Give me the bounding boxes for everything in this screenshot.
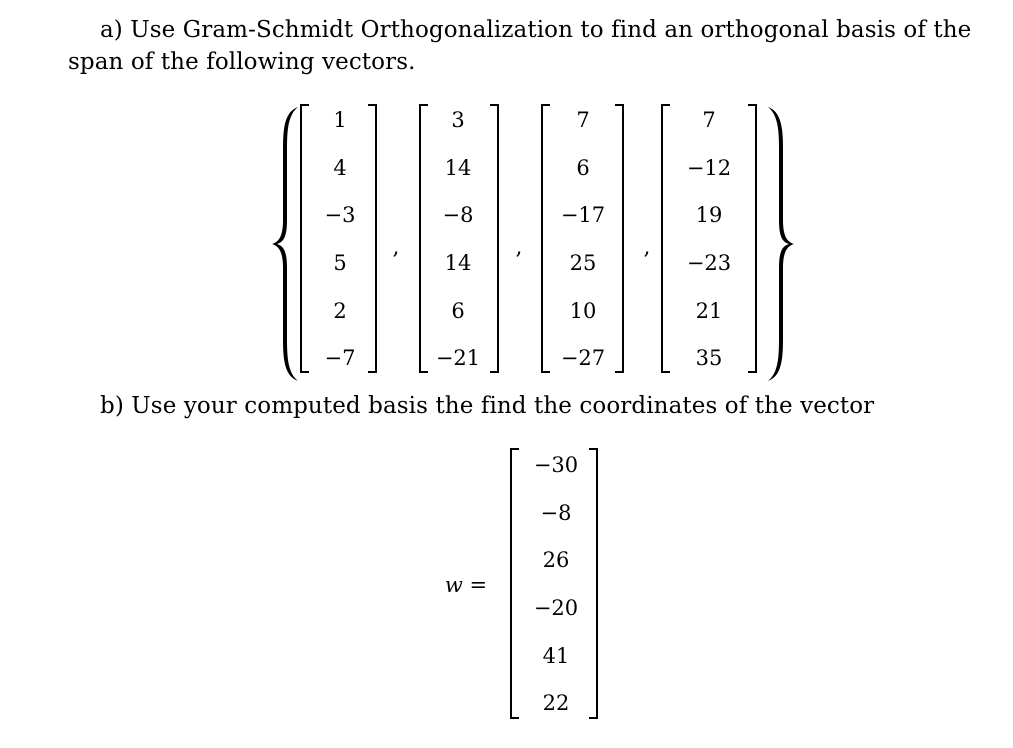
vector-2-entry-4: 14 [444,251,472,275]
w-vector-label: w = [444,573,488,597]
vector-1-entry-5: 2 [333,299,347,323]
vector-3-entry-2: 6 [576,156,590,180]
vector-2-entry-2: 14 [444,156,472,180]
vector-3-right-bracket [615,105,623,372]
w-vector-left-bracket [511,449,519,718]
w-vector-entry-4: −20 [533,596,579,620]
vector-2-entry-6: −21 [435,346,481,370]
vector-4-entry-6: 35 [695,346,723,370]
vector-2-left-bracket [420,105,428,372]
vector-separator-1: , [392,235,400,259]
w-vector-right-bracket [589,449,597,718]
part-b-question: b) Use your computed basis the find the coordinates of the vector [100,393,875,419]
vector-3-entry-1: 7 [576,108,590,132]
vector-separator-3: , [643,235,651,259]
vector-1-right-bracket [368,105,376,372]
set-right-brace [768,107,794,381]
vector-1-left-bracket [301,105,309,372]
vector-3-entry-4: 25 [569,251,597,275]
vector-2 [420,105,498,372]
vector-4-left-bracket [662,105,670,372]
vector-2-entry-1: 3 [451,108,465,132]
vector-4-entry-4: −23 [686,251,732,275]
part-a-question-line2: span of the following vectors. [68,49,416,75]
w-vector-entry-3: 26 [542,548,570,572]
vector-separator-2: , [515,235,523,259]
vector-1-entry-1: 1 [333,108,347,132]
vector-3-left-bracket [542,105,550,372]
vector-1-entry-2: 4 [333,156,347,180]
w-vector-entry-5: 41 [542,644,570,668]
vector-3 [542,105,623,372]
vector-3-entry-5: 10 [569,299,597,323]
vector-1-entry-3: −3 [324,203,356,227]
set-left-brace [272,107,298,381]
vector-2-entry-3: −8 [442,203,474,227]
part-a-question-line1: a) Use Gram-Schmidt Orthogonalization to find an orthogonal basis of the [100,17,972,43]
vector-4-right-bracket [748,105,756,372]
vector-4 [662,105,756,372]
vector-2-right-bracket [490,105,498,372]
w-vector-entry-6: 22 [542,691,570,715]
vector-4-entry-2: −12 [686,156,732,180]
w-vector [511,449,597,718]
vector-2-entry-5: 6 [451,299,465,323]
w-vector-entry-2: −8 [540,501,572,525]
w-vector-entry-1: −30 [533,453,579,477]
vector-1-entry-6: −7 [324,346,356,370]
vector-4-entry-5: 21 [695,299,723,323]
vector-1-entry-4: 5 [333,251,347,275]
vector-1 [301,105,376,372]
vector-3-entry-3: −17 [560,203,606,227]
vector-4-entry-1: 7 [702,108,716,132]
vector-3-entry-6: −27 [560,346,606,370]
vector-4-entry-3: 19 [695,203,723,227]
